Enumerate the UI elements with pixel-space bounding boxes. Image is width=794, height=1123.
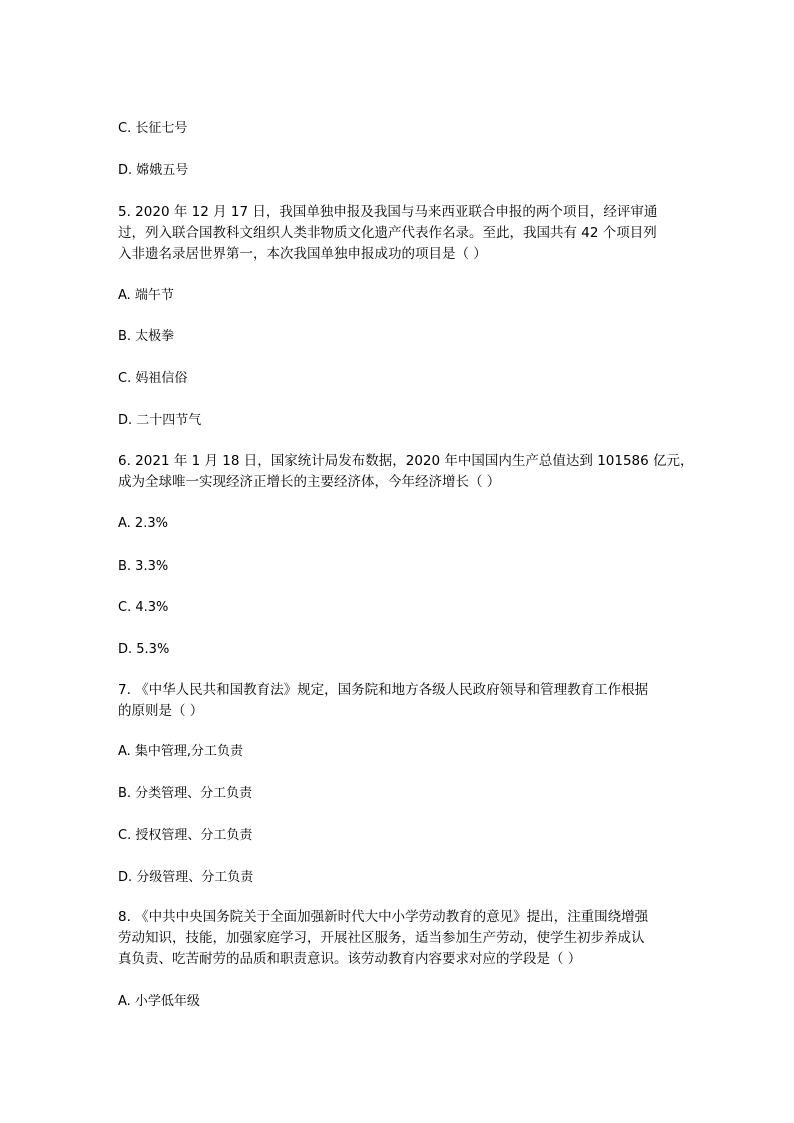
text-line: A. 小学低年级 [118,994,200,1009]
answer-option [118,160,698,181]
text-line: C. 妈祖信俗 [118,371,188,386]
text-line: D. 嫦娥五号 [118,163,189,178]
answer-option [118,368,698,389]
text-line: 真负责、吃苦耐劳的品质和职责意识。该劳动教育内容要求对应的学段是（ ） [118,951,582,967]
answer-option [118,639,698,660]
question-text [118,202,698,265]
text-line: C. 长征七号 [118,121,188,136]
text-line: B. 3.3% [118,559,169,574]
text-line: B. 分类管理、分工负责 [118,786,253,801]
answer-option [118,326,698,347]
text-line: 6. 2021 年 1 月 18 日，国家统计局发布数据，2020 年中国国内生产总值达到 101586 亿元， [118,453,694,469]
text-line: A. 端午节 [118,288,174,303]
text-line: 8. 《中共中央国务院关于全面加强新时代大中小学劳动教育的意见》提出，注重围绕增强 [118,909,649,925]
text-line: A. 2.3% [118,516,168,531]
answer-option [118,118,698,139]
answer-option [118,513,698,534]
text-line: 7. 《中华人民共和国教育法》规定，国务院和地方各级人民政府领导和管理教育工作根据 [118,682,649,698]
answer-option [118,783,698,804]
question-text [118,680,698,722]
text-line: 5. 2020 年 12 月 17 日，我国单独申报及我国与马来西亚联合申报的两个项目，经评审通 [118,204,658,220]
answer-option [118,285,698,306]
text-line: 过，列入联合国教科文组织人类非物质文化遗产代表作名录。至此，我国共有 42 个项目列 [118,225,657,241]
text-line: 入非遗名录居世界第一，本次我国单独申报成功的项目是（ ） [118,246,487,262]
answer-option [118,867,698,888]
text-line: A. 集中管理,分工负责 [118,744,244,759]
text-line: 成为全球唯一实现经济正增长的主要经济体，今年经济增长（ ） [118,474,501,490]
question-text [118,451,698,493]
text-line: D. 二十四节气 [118,413,202,428]
answer-option [118,991,698,1012]
question-text [118,907,698,970]
text-line: 的原则是（ ） [118,703,204,719]
answer-option [118,597,698,618]
text-line: B. 太极拳 [118,329,175,344]
text-line: 劳动知识，技能，加强家庭学习，开展社区服务，适当参加生产劳动，使学生初步养成认 [118,930,645,946]
answer-option [118,556,698,577]
text-line: D. 分级管理、分工负责 [118,870,254,885]
text-line: D. 5.3% [118,642,170,657]
text-line: C. 4.3% [118,600,169,615]
text-line: C. 授权管理、分工负责 [118,828,253,843]
answer-option [118,741,698,762]
answer-option [118,410,698,431]
answer-option [118,825,698,846]
